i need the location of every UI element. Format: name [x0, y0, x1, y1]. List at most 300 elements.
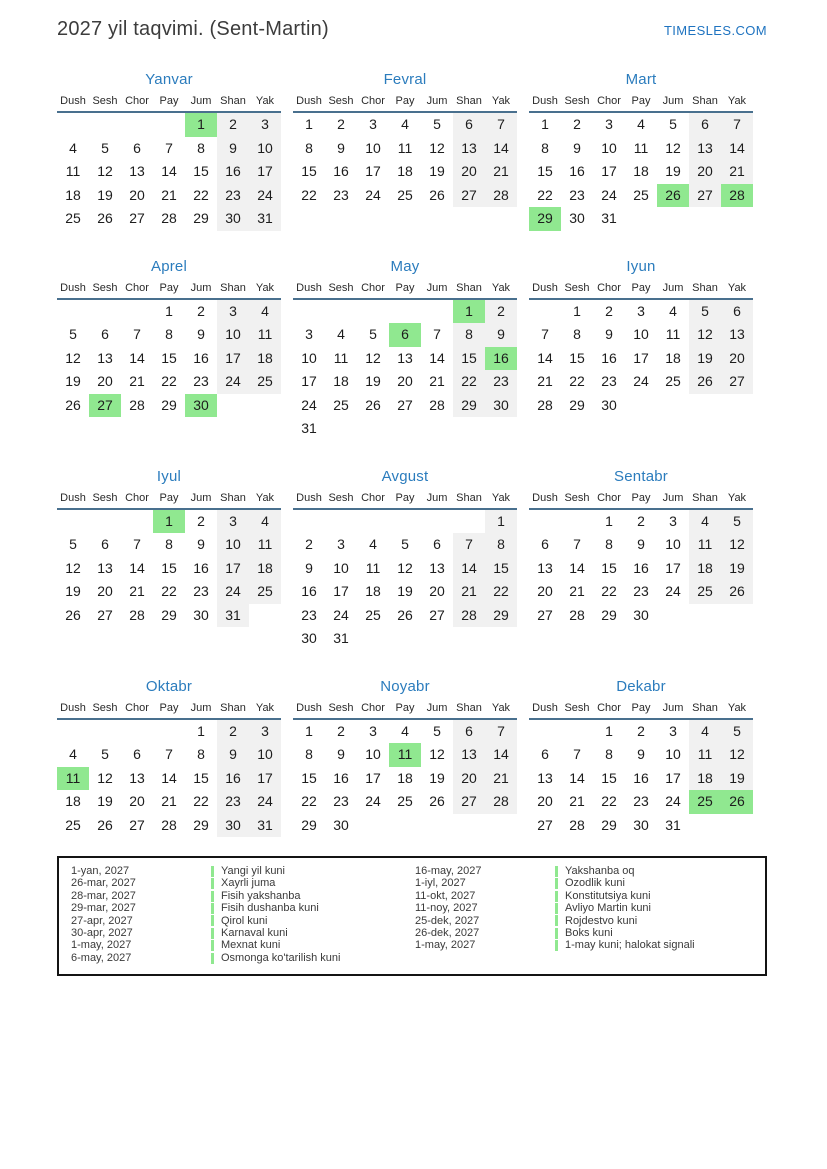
empty-cell	[529, 300, 561, 324]
weekday-label: Sesh	[92, 701, 118, 714]
day-cell: 2	[305, 536, 313, 552]
weekday-label: Jum	[662, 491, 684, 504]
day-cell: 17	[217, 557, 249, 581]
empty-cell	[689, 394, 721, 418]
day-cell: 20	[453, 160, 485, 184]
month-title: Fevral	[383, 71, 427, 88]
week-row	[293, 113, 517, 137]
day-cell: 15	[193, 769, 209, 786]
holiday-date: 1-iyl, 2027	[415, 877, 466, 890]
day-cell: 1	[605, 512, 613, 529]
day-cell: 15	[161, 559, 177, 576]
weekday-label: Shan	[456, 701, 482, 714]
day-cell: 3	[369, 722, 377, 739]
day-cell: 8	[541, 139, 549, 156]
day-cell: 22	[161, 373, 177, 389]
day-cell: 15	[537, 163, 553, 179]
day-cell: 22	[485, 580, 517, 604]
day-cell: 17	[249, 160, 281, 184]
day-cell: 9	[485, 323, 517, 347]
site-link[interactable]: TIMESLES.COM	[663, 23, 767, 38]
weekday-label: Dush	[60, 701, 86, 714]
empty-cell	[217, 394, 249, 418]
day-cell: 4	[249, 300, 281, 324]
day-cell: 3	[669, 722, 677, 739]
weekday-label: Shan	[220, 701, 246, 714]
month-calendar	[293, 679, 517, 838]
day-cell: 29	[161, 606, 177, 623]
empty-cell	[561, 510, 593, 534]
weekday-label: Sesh	[564, 491, 590, 504]
day-cell: 19	[721, 557, 753, 581]
holiday-marker-icon	[211, 866, 214, 877]
week-row	[293, 790, 517, 814]
day-cell: 7	[133, 536, 141, 552]
weekday-label: Shan	[692, 281, 718, 294]
holiday-name: Yangi yil kuni	[221, 865, 285, 877]
day-cell: 25	[249, 370, 281, 394]
day-cell: 29	[301, 816, 317, 833]
day-cell: 10	[249, 743, 281, 767]
month-title: Iyul	[156, 467, 182, 485]
day-cell: 5	[101, 746, 109, 762]
day-cell: 30	[333, 816, 349, 833]
month-calendar	[529, 72, 753, 231]
weekday-label: Chor	[597, 95, 621, 107]
empty-cell	[57, 113, 89, 137]
week-row	[293, 300, 517, 324]
day-cell: 25	[665, 373, 681, 389]
day-cell: 31	[301, 420, 317, 436]
week-row	[529, 533, 753, 557]
day-cell: 16	[633, 559, 649, 576]
week-row	[529, 137, 753, 161]
day-cell: 15	[485, 557, 517, 581]
day-cell: 5	[69, 326, 77, 342]
day-cell: 4	[401, 722, 409, 739]
holiday-date: 11-okt, 2027	[415, 889, 476, 902]
weekday-label: Shan	[220, 95, 246, 107]
empty-cell	[153, 720, 185, 744]
day-cell: 17	[217, 347, 249, 371]
empty-cell	[121, 720, 153, 744]
day-cell: 2	[337, 722, 345, 739]
month-title: Avgust	[381, 467, 429, 485]
day-cell: 13	[129, 163, 145, 179]
weekday-label: Dush	[296, 95, 322, 107]
day-cell: 26	[689, 370, 721, 394]
day-cell: 6	[541, 746, 549, 762]
weekday-label: Jum	[426, 491, 448, 504]
day-cell: 27	[129, 816, 145, 833]
day-cell: 19	[397, 583, 413, 599]
day-cell: 20	[397, 373, 413, 389]
day-cell: 19	[97, 186, 113, 203]
weekday-label: Yak	[491, 491, 511, 504]
day-cell: 22	[453, 370, 485, 394]
holiday-marker-icon	[211, 891, 214, 902]
day-cell: 1	[453, 300, 485, 324]
day-cell: 20	[429, 583, 445, 599]
day-cell: 7	[165, 139, 173, 156]
day-cell: 7	[453, 533, 485, 557]
day-cell: 17	[365, 163, 381, 179]
day-cell: 19	[429, 769, 445, 786]
week-row	[293, 533, 517, 557]
day-cell: 18	[249, 557, 281, 581]
weekday-header	[57, 95, 281, 113]
empty-cell	[625, 207, 657, 231]
day-cell: 9	[305, 559, 313, 576]
week-row	[529, 767, 753, 791]
holiday-date: 26-mar, 2027	[71, 877, 136, 890]
weekday-label: Yak	[491, 95, 511, 107]
day-cell: 7	[433, 326, 441, 342]
week-row	[57, 137, 281, 161]
day-cell: 10	[365, 139, 381, 156]
day-cell: 16	[601, 349, 617, 366]
week-row	[529, 580, 753, 604]
empty-cell	[421, 627, 453, 651]
day-cell: 14	[485, 137, 517, 161]
weekday-label: Pay	[631, 95, 651, 107]
holiday-marker-icon	[555, 928, 558, 939]
day-cell: 12	[397, 559, 413, 576]
week-row	[57, 184, 281, 208]
day-cell: 10	[333, 559, 349, 576]
day-cell: 26	[429, 186, 445, 203]
day-cell: 18	[665, 349, 681, 366]
day-cell: 10	[601, 139, 617, 156]
day-cell: 6	[453, 720, 485, 744]
day-cell: 8	[605, 746, 613, 762]
day-cell: 19	[65, 373, 81, 389]
week-row	[529, 743, 753, 767]
empty-cell	[389, 814, 421, 838]
day-cell: 27	[689, 184, 721, 208]
weekday-label: Jum	[426, 281, 448, 294]
weekday-header	[57, 702, 281, 720]
day-cell: 3	[605, 116, 613, 132]
day-cell: 14	[129, 559, 145, 576]
holiday-name: Boks kuni	[565, 927, 613, 940]
day-cell: 1	[185, 113, 217, 137]
day-cell: 22	[161, 583, 177, 599]
day-cell: 16	[633, 769, 649, 786]
empty-cell	[325, 417, 357, 441]
day-cell: 7	[541, 326, 549, 342]
day-cell: 30	[633, 606, 649, 623]
day-cell: 28	[429, 396, 445, 413]
day-cell: 22	[301, 793, 317, 809]
day-cell: 20	[129, 186, 145, 203]
holiday-date: 28-mar, 2027	[71, 889, 136, 902]
day-cell: 27	[721, 370, 753, 394]
weekday-label: Jum	[662, 701, 684, 714]
day-cell: 1	[197, 722, 205, 739]
legend-row	[71, 902, 415, 914]
week-row	[57, 394, 281, 418]
page-header	[0, 0, 827, 41]
weekday-header	[293, 702, 517, 720]
day-cell: 4	[337, 326, 345, 342]
day-cell: 2	[337, 116, 345, 132]
weekday-label: Dush	[532, 701, 558, 714]
day-cell: 29	[569, 396, 585, 413]
legend-row	[415, 915, 759, 927]
empty-cell	[389, 510, 421, 534]
day-cell: 25	[333, 396, 349, 413]
day-cell: 9	[637, 536, 645, 552]
empty-cell	[357, 417, 389, 441]
day-cell: 26	[365, 396, 381, 413]
empty-cell	[89, 510, 121, 534]
weekday-label: Sesh	[328, 95, 354, 107]
weekday-label: Yak	[491, 701, 511, 714]
day-cell: 4	[69, 139, 77, 156]
day-cell: 31	[249, 207, 281, 231]
empty-cell	[121, 113, 153, 137]
day-cell: 19	[721, 767, 753, 791]
day-cell: 13	[397, 349, 413, 366]
day-cell: 15	[193, 163, 209, 179]
day-cell: 24	[601, 186, 617, 203]
legend-row	[71, 890, 415, 902]
holiday-name: Fisih yakshanba	[221, 889, 301, 902]
empty-cell	[57, 300, 89, 324]
week-row	[293, 720, 517, 744]
day-cell: 24	[217, 370, 249, 394]
day-cell: 10	[633, 326, 649, 342]
weekday-label: Sesh	[92, 491, 118, 504]
day-cell: 12	[665, 139, 681, 156]
week-row	[529, 370, 753, 394]
holiday-date: 27-apr, 2027	[71, 914, 133, 927]
weekday-label: Chor	[361, 281, 385, 294]
day-cell: 28	[485, 790, 517, 814]
day-cell: 4	[689, 510, 721, 534]
holiday-legend	[57, 856, 767, 976]
day-cell: 5	[669, 116, 677, 132]
day-cell: 15	[161, 349, 177, 366]
holiday-name: 1-may kuni; halokat signali	[565, 939, 695, 952]
day-cell: 10	[249, 137, 281, 161]
day-cell: 2	[197, 302, 205, 319]
day-cell: 9	[197, 536, 205, 552]
weekday-label: Jum	[426, 95, 448, 107]
day-cell: 22	[601, 583, 617, 599]
week-row	[293, 814, 517, 838]
month-calendar	[529, 259, 753, 418]
weekday-label: Pay	[631, 491, 651, 504]
day-cell: 11	[57, 767, 89, 791]
week-row	[293, 743, 517, 767]
week-row	[529, 790, 753, 814]
day-cell: 5	[101, 139, 109, 156]
day-cell: 8	[453, 323, 485, 347]
weekday-label: Dush	[532, 95, 558, 107]
day-cell: 4	[249, 510, 281, 534]
weekday-label: Dush	[532, 491, 558, 504]
day-cell: 2	[217, 720, 249, 744]
day-cell: 29	[193, 210, 209, 226]
weekday-header	[293, 492, 517, 510]
month-calendar	[293, 469, 517, 651]
day-cell: 22	[193, 793, 209, 809]
day-cell: 26	[65, 606, 81, 623]
day-cell: 26	[97, 816, 113, 833]
day-cell: 23	[193, 373, 209, 389]
holiday-date: 26-dek, 2027	[415, 927, 480, 940]
empty-cell	[249, 394, 281, 418]
holiday-marker-icon	[555, 903, 558, 914]
day-cell: 30	[601, 396, 617, 413]
holiday-marker-icon	[211, 928, 214, 939]
legend-row	[71, 927, 415, 939]
month-title: Aprel	[150, 257, 188, 275]
day-cell: 5	[689, 300, 721, 324]
empty-cell	[721, 604, 753, 628]
day-cell: 9	[637, 746, 645, 762]
day-cell: 1	[153, 510, 185, 534]
weekday-label: Shan	[220, 281, 246, 294]
day-cell: 17	[249, 767, 281, 791]
day-cell: 26	[721, 790, 753, 814]
day-cell: 28	[569, 606, 585, 623]
day-cell: 23	[601, 373, 617, 389]
day-cell: 7	[165, 746, 173, 762]
day-cell: 8	[485, 533, 517, 557]
weekday-label: Chor	[361, 701, 385, 714]
day-cell: 23	[193, 583, 209, 599]
week-row	[293, 604, 517, 628]
day-cell: 24	[249, 184, 281, 208]
day-cell: 23	[485, 370, 517, 394]
day-cell: 12	[97, 163, 113, 179]
day-cell: 5	[721, 510, 753, 534]
day-cell: 6	[101, 326, 109, 342]
week-row	[293, 394, 517, 418]
weekday-label: Sesh	[564, 95, 590, 107]
day-cell: 13	[97, 349, 113, 366]
legend-left	[71, 865, 415, 964]
weekday-label: Jum	[190, 281, 212, 294]
week-row	[57, 533, 281, 557]
day-cell: 12	[97, 769, 113, 786]
week-row	[293, 137, 517, 161]
holiday-marker-icon	[211, 953, 214, 964]
day-cell: 16	[485, 347, 517, 371]
day-cell: 3	[249, 720, 281, 744]
month-calendar	[529, 679, 753, 838]
day-cell: 21	[161, 186, 177, 203]
weekday-label: Chor	[125, 281, 149, 294]
day-cell: 6	[389, 323, 421, 347]
weekday-label: Pay	[631, 701, 651, 714]
day-cell: 11	[389, 743, 421, 767]
day-cell: 14	[569, 559, 585, 576]
holiday-name: Mexnat kuni	[221, 939, 281, 952]
day-cell: 1	[305, 116, 313, 132]
day-cell: 6	[689, 113, 721, 137]
empty-cell	[689, 814, 721, 838]
day-cell: 27	[97, 606, 113, 623]
day-cell: 1	[541, 116, 549, 132]
weekday-label: Pay	[159, 491, 179, 504]
legend-row	[415, 939, 759, 951]
empty-cell	[89, 720, 121, 744]
week-row	[529, 184, 753, 208]
weekday-label: Shan	[692, 701, 718, 714]
day-cell: 17	[633, 349, 649, 366]
day-cell: 8	[305, 139, 313, 156]
day-cell: 24	[365, 793, 381, 809]
week-row	[293, 580, 517, 604]
day-cell: 23	[301, 606, 317, 623]
day-cell: 17	[665, 559, 681, 576]
legend-row	[415, 890, 759, 902]
day-cell: 15	[601, 769, 617, 786]
weekday-label: Yak	[255, 701, 275, 714]
empty-cell	[421, 510, 453, 534]
day-cell: 7	[573, 746, 581, 762]
day-cell: 27	[429, 606, 445, 623]
empty-cell	[561, 720, 593, 744]
day-cell: 12	[721, 533, 753, 557]
week-row	[293, 767, 517, 791]
day-cell: 2	[197, 512, 205, 529]
holiday-marker-icon	[211, 915, 214, 926]
week-row	[529, 207, 753, 231]
day-cell: 22	[537, 186, 553, 203]
day-cell: 1	[573, 302, 581, 319]
holiday-date: 25-dek, 2027	[415, 914, 480, 927]
day-cell: 14	[569, 769, 585, 786]
day-cell: 20	[721, 347, 753, 371]
weekday-label: Yak	[727, 281, 747, 294]
day-cell: 3	[217, 300, 249, 324]
day-cell: 24	[301, 396, 317, 413]
holiday-name: Xayrli juma	[221, 877, 276, 890]
weekday-label: Jum	[190, 491, 212, 504]
day-cell: 11	[397, 139, 413, 156]
day-cell: 21	[453, 580, 485, 604]
day-cell: 18	[397, 163, 413, 179]
day-cell: 15	[569, 349, 585, 366]
day-cell: 28	[485, 184, 517, 208]
weekday-label: Chor	[125, 491, 149, 504]
day-cell: 30	[485, 394, 517, 418]
day-cell: 23	[569, 186, 585, 203]
month-title: Mart	[625, 71, 657, 88]
day-cell: 31	[601, 210, 617, 226]
day-cell: 11	[665, 326, 681, 342]
day-cell: 17	[301, 373, 317, 389]
day-cell: 10	[217, 323, 249, 347]
weekday-label: Shan	[456, 95, 482, 107]
holiday-date: 6-may, 2027	[71, 951, 132, 964]
weekday-label: Jum	[426, 701, 448, 714]
weekday-label: Pay	[631, 281, 651, 294]
weekday-label: Yak	[727, 95, 747, 107]
week-row	[529, 720, 753, 744]
day-cell: 13	[97, 559, 113, 576]
weekday-label: Pay	[159, 701, 179, 714]
week-row	[57, 510, 281, 534]
day-cell: 31	[249, 814, 281, 838]
week-row	[529, 604, 753, 628]
holiday-name: Yakshanba oq	[565, 865, 635, 877]
